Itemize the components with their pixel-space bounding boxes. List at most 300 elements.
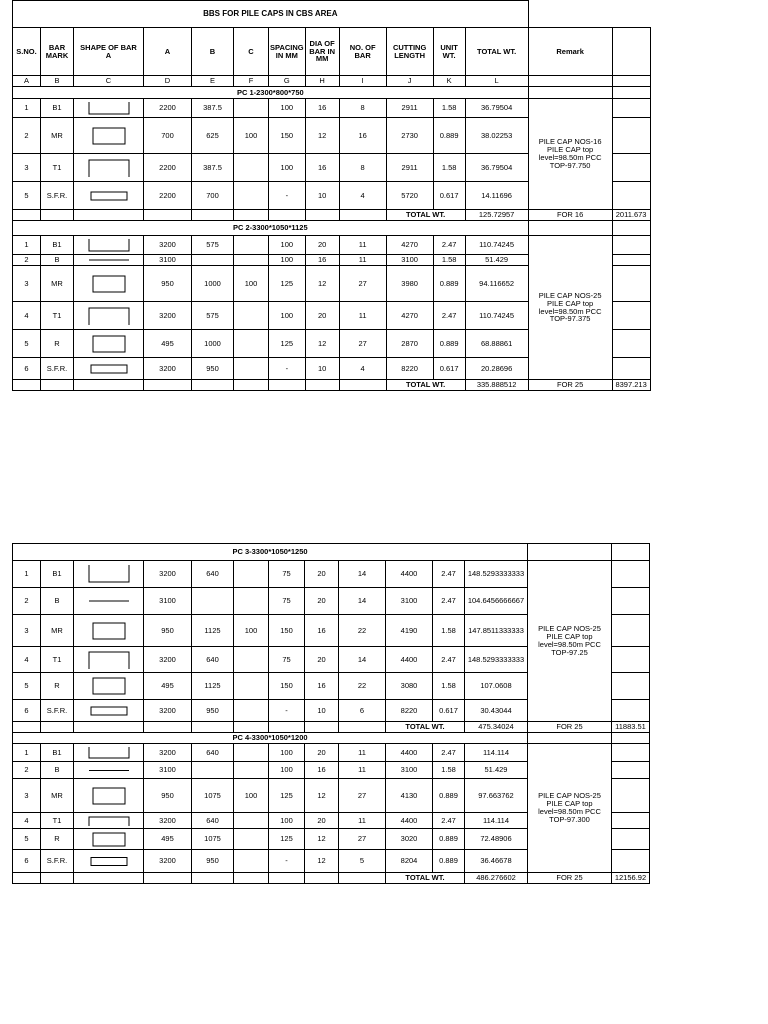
blank-cell [192, 210, 234, 221]
bar-mark: T1 [41, 647, 74, 673]
dim-c [234, 358, 269, 380]
total-weight: 114.114 [465, 744, 528, 762]
column-letter: L [465, 76, 528, 87]
blank-cell [13, 210, 41, 221]
spacing: - [269, 850, 305, 873]
dim-b: 575 [192, 236, 234, 255]
column-letter: C [74, 76, 144, 87]
total-weight: 68.88861 [465, 330, 528, 358]
blank-cell [13, 873, 41, 884]
bar-shape-cell [74, 615, 144, 647]
serial-number: 6 [13, 358, 41, 380]
dim-c: 100 [234, 118, 269, 154]
cutting-length: 4400 [386, 561, 433, 588]
top-bar-n-shape [87, 158, 131, 178]
blank-cell [612, 647, 650, 673]
blank-cell [339, 722, 386, 733]
ring-bar-shape [87, 831, 131, 848]
dim-c: 100 [234, 266, 269, 302]
bar-shape-cell [74, 99, 144, 118]
total-weight: 97.663762 [465, 779, 528, 813]
bar-mark: S.F.R. [41, 700, 74, 722]
spacing: 100 [269, 154, 306, 182]
total-weight: 148.5293333333 [465, 647, 528, 673]
bar-dia: 12 [305, 118, 339, 154]
dim-a: 3200 [144, 358, 192, 380]
cutting-length: 4400 [386, 744, 433, 762]
grand-total-weight: 2011.673 [612, 210, 650, 221]
dim-c [234, 647, 269, 673]
bottom-bar-u-shape [87, 746, 131, 760]
dim-b: 640 [192, 813, 234, 829]
dim-a: 950 [144, 266, 192, 302]
blank-cell [339, 380, 386, 391]
quantity-label: FOR 16 [528, 210, 612, 221]
serial-number: 2 [13, 118, 41, 154]
grand-total-weight: 11883.51 [612, 722, 650, 733]
bar-shape-cell [74, 182, 144, 210]
blank-cell [612, 302, 650, 330]
bar-count: 27 [339, 330, 386, 358]
blank-cell [612, 544, 650, 561]
spacing: 125 [269, 779, 305, 813]
serial-number: 4 [13, 302, 41, 330]
bar-count: 16 [339, 118, 386, 154]
remark-cell: PILE CAP NOS-25 PILE CAP top level=98.50m PCC TOP-97.25 [528, 561, 612, 722]
dim-b: 387.5 [192, 154, 234, 182]
blank-cell [144, 722, 192, 733]
blank-cell [612, 28, 650, 76]
unit-weight: 1.58 [433, 673, 465, 700]
cutting-length: 8204 [386, 850, 433, 873]
dim-c [234, 744, 269, 762]
serial-number: 2 [13, 762, 41, 779]
straight-bar-shape [87, 255, 131, 265]
bottom-bar-u-shape [87, 238, 131, 253]
column-letter: J [386, 76, 433, 87]
spacing: 150 [269, 118, 306, 154]
unit-weight: 1.58 [433, 255, 465, 266]
cutting-length: 2911 [386, 99, 433, 118]
column-header: C [234, 28, 269, 76]
dim-c [234, 561, 269, 588]
unit-weight: 2.47 [433, 588, 465, 615]
blank-cell [234, 873, 269, 884]
dim-a: 3200 [144, 813, 192, 829]
unit-weight: 2.47 [433, 302, 465, 330]
dim-a: 495 [144, 829, 192, 850]
bar-mark: B1 [41, 99, 74, 118]
bbs-table-bottom [12, 543, 650, 884]
bar-mark: MR [41, 615, 74, 647]
bar-dia: 20 [305, 561, 339, 588]
column-header: Remark [528, 28, 612, 76]
blank-cell [41, 722, 74, 733]
serial-number: 6 [13, 850, 41, 873]
bar-mark: B [41, 762, 74, 779]
column-letter: A [13, 76, 41, 87]
blank-cell [612, 744, 650, 762]
blank-cell [74, 210, 144, 221]
column-letter: K [433, 76, 465, 87]
blank-cell [269, 380, 306, 391]
serial-number: 4 [13, 813, 41, 829]
dim-a: 3200 [144, 647, 192, 673]
bar-mark: B1 [41, 561, 74, 588]
dim-a: 3100 [144, 762, 192, 779]
side-face-bar-shape [87, 360, 131, 378]
dim-b [192, 762, 234, 779]
blank-cell [74, 380, 144, 391]
side-face-bar-shape [87, 186, 131, 206]
dim-a: 495 [144, 673, 192, 700]
spacing: 75 [269, 647, 305, 673]
dim-b: 950 [192, 700, 234, 722]
bar-count: 11 [339, 302, 386, 330]
serial-number: 5 [13, 673, 41, 700]
dim-b [192, 255, 234, 266]
sheet-title: BBS FOR PILE CAPS IN CBS AREA [13, 1, 529, 28]
group-total-weight: 486.276602 [465, 873, 528, 884]
bar-dia: 20 [305, 236, 339, 255]
bar-count: 14 [339, 647, 386, 673]
column-header-sub: A [105, 50, 112, 60]
bar-shape-cell [74, 561, 144, 588]
dim-a: 3200 [144, 236, 192, 255]
total-weight: 110.74245 [465, 236, 528, 255]
blank-cell [528, 87, 612, 99]
group-total-weight: 475.34024 [465, 722, 528, 733]
column-letter: E [192, 76, 234, 87]
remark-cell: PILE CAP NOS-25 PILE CAP top level=98.50m PCC TOP-97.300 [528, 744, 612, 873]
bar-dia: 20 [305, 813, 339, 829]
cutting-length: 3100 [386, 255, 433, 266]
blank-cell [144, 380, 192, 391]
dim-b: 1125 [192, 615, 234, 647]
dim-a: 950 [144, 615, 192, 647]
cutting-length: 2730 [386, 118, 433, 154]
bar-dia: 12 [305, 266, 339, 302]
bar-count: 4 [339, 358, 386, 380]
dim-b: 950 [192, 850, 234, 873]
bar-count: 5 [339, 850, 386, 873]
cutting-length: 8220 [386, 700, 433, 722]
blank-cell [612, 182, 650, 210]
dim-c [234, 700, 269, 722]
total-weight: 51.429 [465, 762, 528, 779]
blank-cell [612, 236, 650, 255]
column-letter: B [41, 76, 74, 87]
bar-dia: 16 [305, 673, 339, 700]
column-letter: I [339, 76, 386, 87]
blank-cell [612, 615, 650, 647]
column-header: A [144, 28, 192, 76]
bar-dia: 20 [305, 588, 339, 615]
cutting-length: 4270 [386, 236, 433, 255]
bar-mark: S.F.R. [41, 850, 74, 873]
dim-b: 640 [192, 647, 234, 673]
cutting-length: 2911 [386, 154, 433, 182]
spacing: 100 [269, 813, 305, 829]
total-label: TOTAL WT. [386, 210, 465, 221]
unit-weight: 1.58 [433, 762, 465, 779]
group-total-weight: 335.888512 [465, 380, 528, 391]
unit-weight: 2.47 [433, 561, 465, 588]
total-weight: 147.8511333333 [465, 615, 528, 647]
bar-shape-cell [74, 850, 144, 873]
blank-cell [612, 87, 650, 99]
serial-number: 1 [13, 99, 41, 118]
straight-bar-shape [87, 591, 131, 611]
bar-count: 11 [339, 255, 386, 266]
unit-weight: 0.889 [433, 266, 465, 302]
total-weight: 36.46678 [465, 850, 528, 873]
pile-cap-title: PC 2-3300*1050*1125 [13, 221, 529, 236]
bar-shape-cell [74, 829, 144, 850]
bar-dia: 12 [305, 779, 339, 813]
serial-number: 6 [13, 700, 41, 722]
dim-c: 100 [234, 779, 269, 813]
unit-weight: 2.47 [433, 236, 465, 255]
blank-cell [305, 210, 339, 221]
bar-shape-cell [74, 255, 144, 266]
dim-c [234, 330, 269, 358]
bottom-bar-u-shape [87, 101, 131, 116]
column-header: BAR MARK [41, 28, 74, 76]
blank-cell [612, 118, 650, 154]
dim-a: 495 [144, 330, 192, 358]
unit-weight: 0.889 [433, 118, 465, 154]
top-bar-n-shape [87, 306, 131, 326]
column-header-label: SHAPE OF BAR [80, 42, 137, 52]
dim-c [234, 829, 269, 850]
bar-count: 6 [339, 700, 386, 722]
bar-count: 27 [339, 779, 386, 813]
bar-count: 11 [339, 236, 386, 255]
bar-dia: 12 [305, 829, 339, 850]
blank-cell [612, 561, 650, 588]
unit-weight: 0.889 [433, 330, 465, 358]
total-weight: 107.0608 [465, 673, 528, 700]
bar-count: 4 [339, 182, 386, 210]
spacing: 75 [269, 561, 305, 588]
dim-a: 3200 [144, 561, 192, 588]
cutting-length: 4400 [386, 813, 433, 829]
dim-a: 3100 [144, 255, 192, 266]
quantity-label: FOR 25 [528, 873, 612, 884]
bar-dia: 16 [305, 99, 339, 118]
cutting-length: 3080 [386, 673, 433, 700]
unit-weight: 0.617 [433, 358, 465, 380]
column-header: DIA OF BAR IN MM [305, 28, 339, 76]
dim-c [234, 813, 269, 829]
column-letter: G [269, 76, 306, 87]
total-weight: 72.48906 [465, 829, 528, 850]
blank-cell [192, 722, 234, 733]
bar-shape-cell [74, 588, 144, 615]
unit-weight: 0.617 [433, 700, 465, 722]
bar-dia: 20 [305, 744, 339, 762]
dim-a: 3200 [144, 302, 192, 330]
dim-b: 1125 [192, 673, 234, 700]
cutting-length: 4190 [386, 615, 433, 647]
total-weight: 14.11696 [465, 182, 528, 210]
spacing: 100 [269, 302, 306, 330]
spacing: 150 [269, 615, 305, 647]
cutting-length: 3980 [386, 266, 433, 302]
total-weight: 20.28696 [465, 358, 528, 380]
quantity-label: FOR 25 [528, 722, 612, 733]
bar-mark: S.F.R. [41, 182, 74, 210]
column-header: S.NO. [13, 28, 41, 76]
bar-count: 8 [339, 99, 386, 118]
serial-number: 3 [13, 154, 41, 182]
bar-shape-cell [74, 744, 144, 762]
bar-count: 22 [339, 615, 386, 647]
dim-b: 950 [192, 358, 234, 380]
bar-count: 11 [339, 762, 386, 779]
unit-weight: 0.889 [433, 779, 465, 813]
side-face-bar-shape [87, 852, 131, 871]
serial-number: 1 [13, 561, 41, 588]
blank-cell [339, 873, 386, 884]
blank-cell [528, 221, 612, 236]
pile-cap-title: PC 3-3300*1050*1250 [13, 544, 528, 561]
bar-dia: 10 [305, 358, 339, 380]
column-letter: F [234, 76, 269, 87]
blank-cell [305, 722, 339, 733]
column-header: SPACING IN MM [269, 28, 306, 76]
blank-cell [234, 380, 269, 391]
dim-c [234, 762, 269, 779]
bar-shape-cell [74, 154, 144, 182]
bar-dia: 10 [305, 700, 339, 722]
dim-c [234, 673, 269, 700]
blank-cell [612, 588, 650, 615]
bar-mark: T1 [41, 154, 74, 182]
dim-a: 3200 [144, 700, 192, 722]
spacing: 125 [269, 330, 306, 358]
bar-mark: MR [41, 118, 74, 154]
blank-cell [612, 358, 650, 380]
bar-dia: 16 [305, 154, 339, 182]
blank-cell [74, 873, 144, 884]
bar-dia: 20 [305, 302, 339, 330]
total-weight: 36.79504 [465, 99, 528, 118]
serial-number: 5 [13, 330, 41, 358]
dim-b: 575 [192, 302, 234, 330]
bar-mark: T1 [41, 302, 74, 330]
dim-c [234, 182, 269, 210]
dim-b: 700 [192, 182, 234, 210]
bar-shape-cell [74, 358, 144, 380]
spacing: 100 [269, 762, 305, 779]
spacing: 100 [269, 99, 306, 118]
column-letter: H [305, 76, 339, 87]
spacing: 125 [269, 266, 306, 302]
ring-bar-shape [87, 621, 131, 641]
dim-b [192, 588, 234, 615]
group-total-weight: 125.72957 [465, 210, 528, 221]
dim-b: 1000 [192, 330, 234, 358]
bbs-table-top [12, 0, 651, 391]
dim-c [234, 154, 269, 182]
blank-cell [612, 76, 650, 87]
bar-mark: S.F.R. [41, 358, 74, 380]
pile-cap-title: PC 1-2300*800*750 [13, 87, 529, 99]
total-weight: 36.79504 [465, 154, 528, 182]
bar-shape-cell [74, 647, 144, 673]
serial-number: 3 [13, 615, 41, 647]
cutting-length: 8220 [386, 358, 433, 380]
bar-shape-cell [74, 673, 144, 700]
total-weight: 110.74245 [465, 302, 528, 330]
top-bar-n-shape [87, 815, 131, 827]
bar-count: 8 [339, 154, 386, 182]
spacing: 75 [269, 588, 305, 615]
dim-b: 640 [192, 561, 234, 588]
blank-cell [612, 779, 650, 813]
bar-mark: R [41, 330, 74, 358]
blank-cell [612, 829, 650, 850]
total-label: TOTAL WT. [386, 873, 465, 884]
total-label: TOTAL WT. [386, 380, 465, 391]
bar-shape-cell [74, 762, 144, 779]
dim-c [234, 302, 269, 330]
spacing: - [269, 700, 305, 722]
blank-cell [612, 255, 650, 266]
bar-shape-cell [74, 266, 144, 302]
bar-count: 22 [339, 673, 386, 700]
bar-mark: R [41, 673, 74, 700]
unit-weight: 0.889 [433, 829, 465, 850]
ring-bar-shape [87, 786, 131, 806]
blank-cell [13, 380, 41, 391]
bar-mark: B [41, 588, 74, 615]
serial-number: 5 [13, 829, 41, 850]
dim-c: 100 [234, 615, 269, 647]
blank-cell [234, 210, 269, 221]
column-header: UNIT WT. [433, 28, 465, 76]
unit-weight: 1.58 [433, 154, 465, 182]
bar-dia: 10 [305, 182, 339, 210]
bar-dia: 16 [305, 615, 339, 647]
blank-cell [269, 210, 306, 221]
dim-a: 2200 [144, 182, 192, 210]
spacing: 100 [269, 744, 305, 762]
ring-bar-shape [87, 676, 131, 696]
total-label: TOTAL WT. [386, 722, 465, 733]
bar-count: 27 [339, 266, 386, 302]
bar-shape-cell [74, 330, 144, 358]
bar-mark: MR [41, 266, 74, 302]
blank-cell [41, 380, 74, 391]
total-weight: 30.43044 [465, 700, 528, 722]
dim-a: 3200 [144, 744, 192, 762]
blank-cell [528, 733, 612, 744]
bar-shape-cell [74, 302, 144, 330]
ring-bar-shape [87, 274, 131, 294]
serial-number: 1 [13, 744, 41, 762]
serial-number: 5 [13, 182, 41, 210]
cutting-length: 4130 [386, 779, 433, 813]
serial-number: 2 [13, 255, 41, 266]
dim-b: 625 [192, 118, 234, 154]
dim-b: 640 [192, 744, 234, 762]
dim-a: 2200 [144, 154, 192, 182]
total-weight: 94.116652 [465, 266, 528, 302]
bar-shape-cell [74, 813, 144, 829]
